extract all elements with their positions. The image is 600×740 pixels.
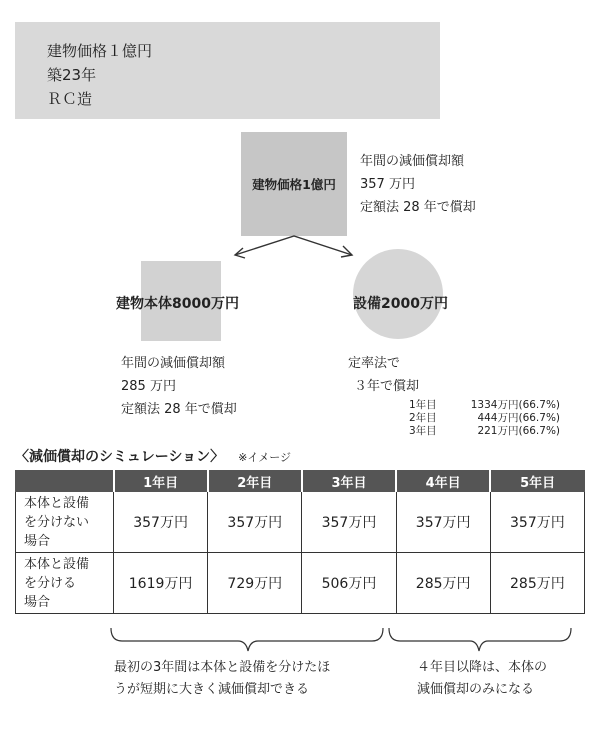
summary-right-line: 減価償却のみになる [417, 682, 535, 697]
row-label-line: 本体と設備 [24, 556, 90, 572]
summary-left-line: うが短期に大きく減価償却できる [114, 682, 310, 697]
table-cell: 285万円 [490, 553, 584, 614]
table-header-year: 2年目 [208, 471, 302, 492]
table-header-row [16, 471, 585, 492]
table-cell: 1619万円 [114, 553, 208, 614]
row-label [16, 553, 114, 614]
table-header-year: 5年目 [490, 471, 584, 492]
table-cell: 285万円 [396, 553, 490, 614]
schedule-row [409, 412, 560, 425]
summary-left [114, 657, 330, 701]
brace-right [389, 628, 571, 651]
total-depreciation-title: 年間の減価償却額 [360, 154, 465, 169]
table-cell: 357万円 [396, 492, 490, 553]
body-depreciation-method: 定額法 28 年で償却 [121, 402, 237, 417]
total-depreciation-method: 定額法 28 年で償却 [360, 200, 476, 215]
table-header-year: 4年目 [396, 471, 490, 492]
table-cell: 357万円 [208, 492, 302, 553]
schedule-year: 1年目 [409, 399, 437, 411]
table-header-year: 3年目 [302, 471, 396, 492]
table-cell: 357万円 [114, 492, 208, 553]
simulation-title [15, 446, 291, 466]
table-row [16, 492, 585, 553]
equipment-label: 設備2000万円 [353, 296, 448, 312]
table-header-corner [16, 471, 114, 492]
building-structure: ＲＣ造 [47, 90, 93, 108]
row-label-line: を分ける [24, 575, 77, 591]
table-cell: 729万円 [208, 553, 302, 614]
row-label-line: 場合 [24, 594, 51, 610]
total-building-label: 建物価格1億円 [252, 177, 336, 192]
table-cell: 357万円 [490, 492, 584, 553]
summary-left-line: 最初の3年間は本体と設備を分けたほ [114, 660, 331, 675]
equipment-period: ３年で償却 [354, 379, 420, 394]
summary-right [417, 657, 547, 701]
body-depreciation-title: 年間の減価償却額 [121, 356, 226, 371]
schedule-year: 2年目 [409, 412, 437, 424]
building-age: 築23年 [47, 66, 97, 84]
row-label-line: 場合 [24, 533, 51, 549]
row-label [16, 492, 114, 553]
summary-right-line: ４年目以降は、本体の [417, 660, 548, 675]
table-cell: 506万円 [302, 553, 396, 614]
building-body-label: 建物本体8000万円 [116, 296, 239, 312]
simulation-title-text: 〈減価償却のシミュレーション〉 [15, 449, 225, 465]
schedule-amount: 221万円(66.7%) [477, 425, 561, 437]
schedule-amount: 444万円(66.7%) [477, 412, 561, 424]
simulation-note: ※イメージ [238, 451, 292, 464]
row-label-line: 本体と設備 [24, 495, 90, 511]
arrow-left [235, 236, 352, 255]
table-header-year: 1年目 [114, 471, 208, 492]
simulation-table [15, 470, 585, 614]
schedule-year: 3年目 [409, 425, 437, 437]
schedule-row [409, 425, 560, 438]
building-price: 建物価格１億円 [47, 42, 153, 60]
row-label-line: を分けない [24, 514, 90, 530]
table-cell: 357万円 [302, 492, 396, 553]
total-depreciation-amount: 357 万円 [360, 177, 415, 192]
equipment-method: 定率法で [348, 356, 401, 371]
schedule-row [409, 399, 560, 412]
table-row [16, 553, 585, 614]
body-depreciation-amount: 285 万円 [121, 379, 176, 394]
schedule-amount: 1334万円(66.7%) [470, 399, 561, 411]
brace-left [111, 628, 383, 651]
